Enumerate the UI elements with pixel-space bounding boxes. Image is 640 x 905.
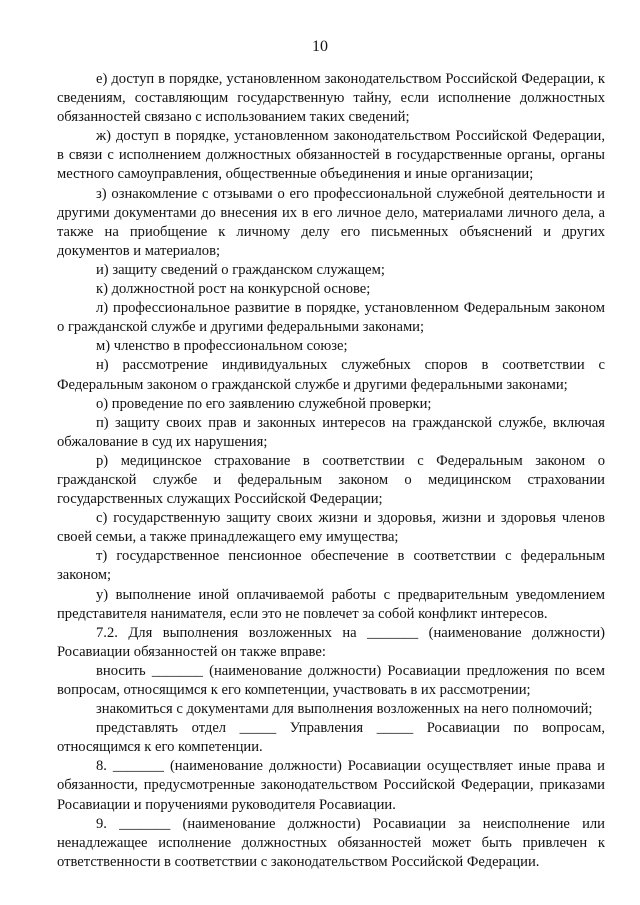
paragraph-znakomitsya: знакомиться с документами для выполнения возложенных на него полномочий; <box>96 701 593 718</box>
paragraph-7-2: 7.2. Для выполнения возложенных на _______ (наименование должности) Росавиации обязанностей он также вправе: <box>57 624 605 660</box>
paragraph-predstavlyat: представлять отдел _____ Управления _____ Росавиации по вопросам, относящимся к его компетенции. <box>57 720 605 756</box>
paragraph-m: м) членство в профессиональном союзе; <box>96 338 348 355</box>
paragraph-9: 9. _______ (наименование должности) Росавиации за неисполнение или ненадлежащее исполнение должностных обязанностей может быть привлечен к ответственности в соответствии с законодательством Российской Федерации. <box>57 815 605 870</box>
paragraph-i: и) защиту сведений о гражданском служащем; <box>96 261 385 278</box>
paragraph-s: с) государственную защиту своих жизни и здоровья, жизни и здоровья членов своей семьи, а также принадлежащего ему имущества; <box>57 510 605 546</box>
paragraph-vnosit: вносить _______ (наименование должности) Росавиации предложения по всем вопросам, относящимся к его компетенции, участвовать в их рассмотрении; <box>57 662 605 698</box>
paragraph-zh: ж) доступ в порядке, установленном законодательством Российской Федерации, в связи с исполнением должностных обязанностей в государственные органы, органы местного самоуправления, общественные объединения и иные организации; <box>57 128 605 183</box>
paragraph-l: л) профессиональное развитие в порядке, установленном Федеральным законом о гражданской службе и другими федеральными законами; <box>57 300 605 336</box>
paragraph-t: т) государственное пенсионное обеспечение в соответствии с федеральным законом; <box>57 548 605 584</box>
paragraph-r: р) медицинское страхование в соответствии с Федеральным законом о гражданской службе и федеральным законом о медицинском страховании государственных служащих Российской Федерации; <box>57 452 605 508</box>
paragraph-n: н) рассмотрение индивидуальных служебных споров в соответствии с Федеральным законом о гражданской службе и другими федеральными законами; <box>57 357 605 393</box>
paragraph-8: 8. _______ (наименование должности) Росавиации осуществляет иные права и обязанности, предусмотренные законодательством Российской Федерации, приказами Росавиации и поручениями руководителя Росавиации. <box>57 758 605 813</box>
page-number: 10 <box>312 38 328 55</box>
paragraph-k: к) должностной рост на конкурсной основе; <box>96 281 371 298</box>
document-body <box>57 70 605 872</box>
paragraph-p: п) защиту своих прав и законных интересов на гражданской службе, включая обжалование в суд их нарушения; <box>57 414 605 450</box>
paragraph-z: з) ознакомление с отзывами о его профессиональной служебной деятельности и другими документами до внесения их в его личное дело, материалами личного дела, а также на приобщение к личному делу его письменных объяснений и других документов и материалов; <box>57 185 605 259</box>
paragraph-u: у) выполнение иной оплачиваемой работы с предварительным уведомлением представителя нанимателя, если это не повлечет за собой конфликт интересов. <box>57 586 605 622</box>
paragraph-e: е) доступ в порядке, установленном законодательством Российской Федерации, к сведениям, составляющим государственную тайну, если исполнение должностных обязанностей связано с использованием таких сведений; <box>57 71 605 126</box>
paragraph-o: о) проведение по его заявлению служебной проверки; <box>96 395 432 412</box>
